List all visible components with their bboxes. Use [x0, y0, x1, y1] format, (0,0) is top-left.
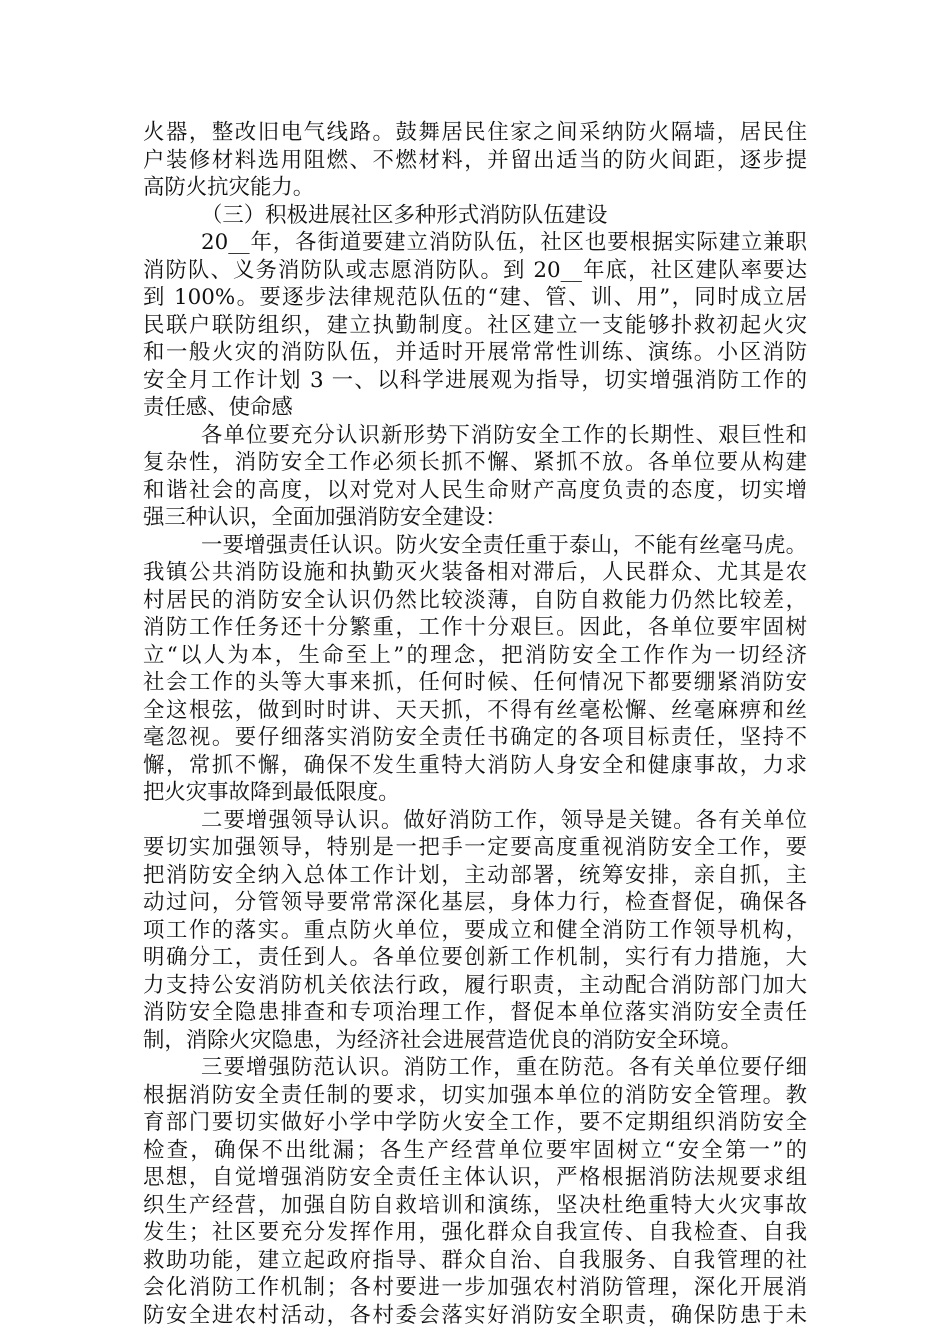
text-line: 户装修材料选用阻燃、不燃材料，并留出适当的防火间距，逐步提 [143, 147, 807, 173]
text-line: 毫忽视。要仔细落实消防安全责任书确定的各项目标责任，坚持不 [143, 725, 807, 750]
text-line: 和一般火灾的消防队伍，并适时开展常常性训练、演练。小区消防 [143, 340, 807, 365]
text-line: 根据消防安全责任制的要求，切实加强本单位的消防安全管理。教 [143, 1082, 807, 1108]
text-line: 村居民的消防安全认识仍然比较淡薄，自防自救能力仍然比较差， [143, 587, 807, 613]
text-line: 育部门要切实做好小学中学防火安全工作，要不定期组织消防安全 [143, 1110, 807, 1135]
text-line: 社会工作的头等大事来抓，任何时候、任何情况下都要绷紧消防安 [143, 670, 807, 695]
text-line: 要切实加强领导，特别是一把手一定要高度重视消防安全工作，要 [143, 835, 807, 860]
text-line: 消防工作任务还十分繁重，工作十分艰巨。因此，各单位要牢固树 [143, 615, 807, 640]
text-line: 项工作的落实。重点防火单位，要成立和健全消防工作领导机构， [143, 917, 807, 943]
paragraph-first-line: 各单位要充分认识新形势下消防安全工作的长期性、艰巨性和 [201, 422, 807, 448]
text-line: 安全月工作计划 3 一、以科学进展观为指导，切实增强消防工作的 [143, 367, 807, 393]
paragraph-first-line: 20__年，各街道要建立消防队伍，社区也要根据实际建立兼职 [201, 230, 807, 255]
document-body-text [143, 119, 807, 1329]
text-line: 民联户联防组织，建立执勤制度。社区建立一支能够扑救初起火灾 [143, 312, 807, 338]
text-line: 动过问，分管领导要常常深化基层，身体力行，检查督促，确保各 [143, 890, 807, 915]
text-line: 和谐社会的高度，以对党对人民生命财产高度负责的态度，切实增 [143, 477, 807, 503]
text-line: 我镇公共消防设施和执勤灭火装备相对滞后，人民群众、尤其是农 [143, 560, 807, 585]
text-line: 防安全进农村活动，各村委会落实好消防安全职责，确保防患于未 [143, 1302, 807, 1328]
paragraph-first-line: 二要增强领导认识。做好消防工作，领导是关键。各有关单位 [201, 807, 807, 833]
text-line: 全这根弦，做到时时讲、天天抓，不得有丝毫松懈、丝毫麻痹和丝 [143, 697, 807, 723]
text-line: 火器，整改旧电气线路。鼓舞居民住家之间采纳防火隔墙，居民住 [143, 120, 807, 145]
text-line: 高防火抗灾能力。 [143, 175, 315, 200]
text-line: 立“以人为本，生命至上”的理念，把消防安全工作作为一切经济 [143, 642, 807, 668]
text-line: 强三种认识，全面加强消防安全建设： [143, 505, 507, 530]
text-line: 发生；社区要充分发挥作用，强化群众自我宣传、自我检查、自我 [143, 1220, 807, 1245]
text-line: 会化消防工作机制；各村要进一步加强农村消防管理，深化开展消 [143, 1275, 807, 1300]
text-line: 把火灾事故降到最低限度。 [143, 780, 400, 805]
text-line: 复杂性，消防安全工作必须长抓不懈、紧抓不放。各单位要从构建 [143, 450, 807, 475]
text-line: 到 100%。要逐步法律规范队伍的“建、管、训、用”，同时成立居 [143, 285, 807, 310]
text-line: 力支持公安消防机关依法行政，履行职责，主动配合消防部门加大 [143, 972, 807, 998]
text-line: 消防队、义务消防队或志愿消防队。到 20__年底，社区建队率要达 [143, 257, 807, 283]
text-line: 制，消除火灾隐患，为经济社会进展营造优良的消防安全环境。 [143, 1027, 742, 1053]
paragraph-first-line: 一要增强责任认识。防火安全责任重于泰山，不能有丝毫马虎。 [201, 532, 807, 558]
text-line: 责任感、使命感 [143, 395, 293, 420]
text-line: 织生产经营，加强自防自救培训和演练，坚决杜绝重特大火灾事故 [143, 1192, 807, 1218]
text-line: 消防安全隐患排查和专项治理工作，督促本单位落实消防安全责任 [143, 1000, 807, 1025]
text-line: 检查，确保不出纰漏；各生产经营单位要牢固树立“安全第一”的 [143, 1137, 807, 1163]
text-line: 把消防安全纳入总体工作计划，主动部署，统筹安排，亲自抓，主 [143, 862, 807, 888]
text-line: 明确分工，责任到人。各单位要创新工作机制，实行有力措施，大 [143, 945, 807, 970]
text-line: 思想，自觉增强消防安全责任主体认识，严格根据消防法规要求组 [143, 1165, 807, 1190]
paragraph-first-line: 三要增强防范认识。消防工作，重在防范。各有关单位要仔细 [201, 1055, 807, 1080]
paragraph-first-line: （三）积极进展社区多种形式消防队伍建设 [201, 202, 608, 228]
text-line: 救助功能，建立起政府指导、群众自治、自我服务、自我管理的社 [143, 1247, 807, 1273]
text-line: 懈，常抓不懈，确保不发生重特大消防人身安全和健康事故，力求 [143, 752, 807, 778]
